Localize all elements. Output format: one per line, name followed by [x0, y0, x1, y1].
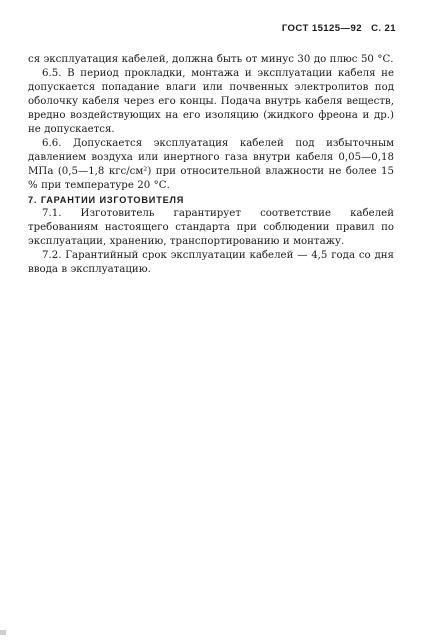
paragraph-7-2: 7.2. Гарантийный срок эксплуатации кабелей — 4,5 года со дня ввода в эксплуатацию. — [28, 250, 394, 275]
paragraph-continuation: ся эксплуатация кабелей, должна быть от минус 30 до плюс 50 °С. — [28, 54, 394, 65]
document-body — [28, 53, 394, 277]
paragraph-6-5: 6.5. В период прокладки, монтажа и эксплуатации кабеля не допускается попадание влаги или почвенных электролитов под оболочку кабеля через его концы. Подача внутрь кабеля веществ, вредно воздействующих на его изоляцию (жидкого фреона и др.) не допускается. — [28, 68, 394, 135]
page-number: С. 21 — [371, 23, 396, 34]
standard-number: ГОСТ 15125—92 — [281, 23, 362, 34]
paragraph-6-6: 6.6. Допускается эксплуатация кабелей под избыточным давлением воздуха или инертного газа внутри кабеля 0,05—0,18 МПа (0,5—1,8 кгс/см²) при относительной влажности не более 15 % при температуре 20 °С. — [28, 138, 394, 191]
page-header — [276, 23, 396, 34]
scan-edge-mark — [0, 630, 6, 635]
paragraph-7-1: 7.1. Изготовитель гарантирует соответствие кабелей требованиям настоящего стандарта при соблюдении правил по эксплуатации, хранению, транспортированию и монтажу. — [28, 208, 394, 247]
section-title-7: 7. ГАРАНТИИ ИЗГОТОВИТЕЛЯ — [28, 195, 185, 205]
